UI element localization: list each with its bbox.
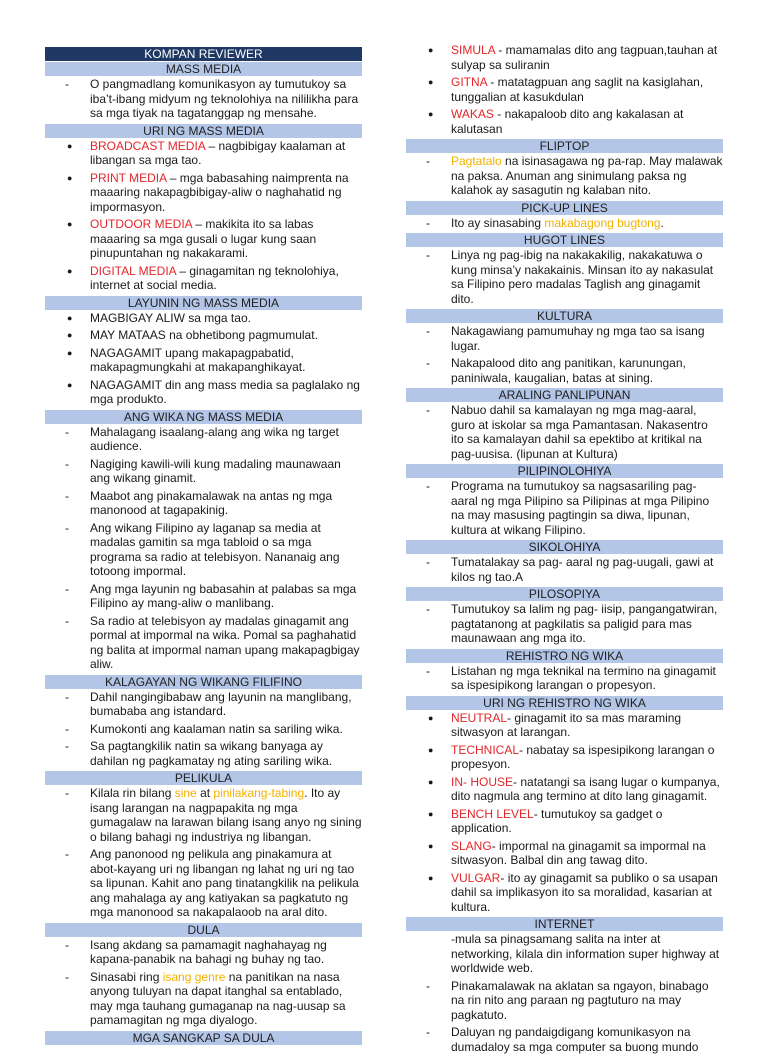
- item-text: Sa pagtangkilik natin sa wikang banyaga ay dahilan ng pagkamatay ng ating sariling wika.: [90, 739, 333, 768]
- bullet-list-layunin-ng-mass-media: [45, 311, 362, 407]
- list-item: [406, 403, 723, 461]
- list-item: [45, 690, 362, 719]
- dash-icon: -: [426, 479, 430, 493]
- item-text: - nabatay sa ispesipikong larangan o propesyon.: [451, 742, 715, 771]
- section-heading-pick-up-lines: PICK-UP LINES: [406, 201, 723, 215]
- dash-icon: -: [65, 739, 69, 753]
- bullet-icon: ●: [67, 330, 73, 340]
- list-item: [406, 555, 723, 584]
- item-text: MAY MATAAS na obhetibong pagmumulat.: [90, 328, 318, 342]
- dash-icon: -: [426, 663, 430, 678]
- dash-list-araling-panlipunan: [406, 403, 723, 461]
- bullet-icon: ●: [67, 219, 73, 229]
- section-heading-pilipinolohiya: PILIPINOLOHIYA: [406, 464, 723, 478]
- list-item: [406, 324, 723, 353]
- bullet-icon: ●: [428, 109, 434, 119]
- list-item: [45, 938, 362, 967]
- item-text: - ito ay ginagamit sa publiko o sa usapan dahil sa implikasyon ito sa moralidad, kasarian at kultura.: [451, 870, 718, 914]
- list-item: [406, 154, 723, 198]
- bullet-icon: ●: [67, 265, 73, 276]
- list-item: [406, 479, 723, 537]
- section-heading-mass-media: MASS MEDIA: [45, 62, 362, 76]
- list-item: [45, 739, 362, 768]
- item-text: na panitikan na nasa anyong tuluyan na dapat itanghal sa entablado, may mga tauhang gumaganap na nag-uusap sa pamamagitan ng mga diyalogo.: [90, 969, 346, 1027]
- section-heading-pilosopiya: PILOSOPIYA: [406, 587, 723, 601]
- term-keyword: GITNA: [451, 75, 488, 89]
- list-item: [45, 722, 362, 737]
- item-text: - mamamalas dito ang tagpuan,tauhan at sulyap sa suliranin: [451, 43, 718, 72]
- dash-icon: -: [426, 978, 430, 993]
- list-item: [45, 582, 362, 611]
- dash-icon: -: [65, 613, 69, 628]
- item-text: – makikita ito sa labas maaaring sa mga gusali o lugar kung saan pinupuntahan ng nakakarami.: [90, 217, 317, 260]
- dash-list-pick-up-lines: [406, 216, 723, 231]
- dash-list-mass-media: [45, 77, 362, 121]
- list-item: [45, 521, 362, 579]
- dash-icon: -: [65, 488, 69, 503]
- item-text: Nabuo dahil sa kamalayan ng mga mag-aaral, guro at iskolar sa mga Pamantasan. Nakasentro ito sa kamalayan dahil sa epektibo at kritikal na pag-uusisa. (lipunan at Kultura): [451, 403, 708, 461]
- section-heading-uri-ng-rehistro-ng-wika: URI NG REHISTRO NG WIKA: [406, 696, 723, 710]
- list-item: [406, 979, 723, 1023]
- dash-icon: -: [65, 937, 69, 952]
- bullet-icon: ●: [428, 45, 434, 55]
- section-heading-ang-wika-ng-mass-media: ANG WIKA NG MASS MEDIA: [45, 410, 362, 424]
- list-item: [406, 1025, 723, 1054]
- list-item: [45, 328, 362, 343]
- list-item: [406, 664, 723, 693]
- item-text: - tumutukoy sa gadget o application.: [451, 806, 663, 835]
- list-item: [406, 602, 723, 646]
- item-text: Programa na tumutukoy sa nagsasariling pag-aaral ng mga Pilipino sa Pilipinas at mga Pilipino na may masusing pagtingin sa diwa, lipunan, kultura at wikang Filipino.: [451, 479, 710, 537]
- item-text: - nakapaloob dito ang kakalasan at kalutasan: [451, 107, 684, 136]
- dash-list-hugot-lines: [406, 248, 723, 306]
- list-item: [406, 107, 723, 136]
- item-text: Nagiging kawili-wili kung madaling maunawaan ang wikang ginamit.: [90, 456, 341, 485]
- term-keyword: BENCH LEVEL: [451, 806, 534, 821]
- item-text: .: [660, 215, 664, 230]
- dash-list-internet: [406, 979, 723, 1055]
- highlight-text: isang genre: [162, 969, 226, 984]
- item-text: Ang panonood ng pelikula ang pinakamura at abot-kayang uri ng libangan ng lahat ng uri ng tao sa lipunan. Kahit ano pang tinatangkilik na pelikula ang mahalaga ay ang katiyakan sa pagkatuto ng mga manonood sa nakapalaoob na aral dito.: [90, 847, 359, 919]
- list-item: [406, 43, 723, 72]
- dash-icon: -: [65, 689, 69, 704]
- dash-icon: -: [65, 520, 69, 535]
- dash-list-kalagayan-ng-wikang-filifino: [45, 690, 362, 769]
- section-heading-araling-panlipunan: ARALING PANLIPUNAN: [406, 388, 723, 402]
- term-keyword: PRINT MEDIA: [90, 170, 167, 185]
- dash-icon: -: [426, 356, 430, 370]
- list-item: [45, 346, 362, 375]
- item-text: Mahalagang isaalang-alang ang wika ng target audience.: [90, 424, 339, 453]
- dash-icon: -: [426, 324, 430, 338]
- item-text: Isang akdang sa pamamagit naghahayag ng kapana-panabik na bahagi ng buhay ng tao.: [90, 937, 327, 966]
- list-item: [45, 311, 362, 326]
- term-keyword: NEUTRAL: [451, 710, 508, 725]
- term-keyword: VULGAR: [451, 870, 501, 885]
- term-keyword: WAKAS: [451, 107, 494, 121]
- item-text: Ang wikang Filipino ay laganap sa media at madalas gamitin sa mga tabloid o sa mga programa sa radio at telebisyon. Nananaig ang totoong impormal.: [90, 520, 340, 578]
- section-heading-dula: DULA: [45, 923, 362, 937]
- list-item: [45, 489, 362, 518]
- section-heading-kalagayan-ng-wikang-filifino: KALAGAYAN NG WIKANG FILIFINO: [45, 675, 362, 689]
- item-text: Ito ay sinasabing: [451, 215, 545, 230]
- item-text: - impormal na ginagamit sa impormal na sitwasyon. Balbal din ang tawag dito.: [451, 838, 706, 867]
- dash-list-pilipinolohiya: [406, 479, 723, 537]
- list-item: [406, 248, 723, 306]
- list-item: [406, 807, 723, 836]
- item-text: Kumokonti ang kaalaman natin sa sariling wika.: [90, 721, 343, 736]
- dash-list-sikolohiya: [406, 555, 723, 584]
- dash-list-dula: [45, 938, 362, 1028]
- term-keyword: SLANG: [451, 838, 492, 853]
- dash-icon: -: [426, 555, 430, 569]
- item-text: – nagbibigay kaalaman at libangan sa mga tao.: [90, 138, 346, 167]
- list-item: [406, 743, 723, 772]
- section-heading-hugot-lines: HUGOT LINES: [406, 233, 723, 247]
- section-heading-fliptop: FLIPTOP: [406, 139, 723, 153]
- section-heading-internet: INTERNET: [406, 917, 723, 931]
- bullet-icon: ●: [67, 172, 73, 183]
- item-text: Maabot ang pinakamalawak na antas ng mga manonood at tagapakinig.: [90, 488, 333, 517]
- list-item: [45, 786, 362, 844]
- dash-list-fliptop: [406, 154, 723, 198]
- list-item: [406, 871, 723, 915]
- list-item: [406, 75, 723, 104]
- item-text: Kilala rin bilang: [90, 786, 175, 800]
- list-item: [45, 614, 362, 672]
- item-text: Nakagawiang pamumuhay ng mga tao sa isang lugar.: [451, 324, 705, 353]
- term-keyword: BROADCAST MEDIA: [90, 138, 206, 153]
- dash-icon: -: [426, 248, 430, 262]
- dash-icon: -: [426, 403, 430, 417]
- section-heading-rehistro-ng-wika: REHISTRO NG WIKA: [406, 649, 723, 663]
- item-text: at: [196, 786, 214, 800]
- dash-icon: -: [65, 581, 69, 596]
- bullet-icon: ●: [428, 808, 434, 819]
- item-text: Sa radio at telebisyon ay madalas ginagamit ang pormal at impormal na wika. Pomal sa paghahatid ng balita at impormal naman upang makapagbigay aliw.: [90, 613, 360, 671]
- list-item: [406, 711, 723, 740]
- dash-list-rehistro-ng-wika: [406, 664, 723, 693]
- item-text: – mga babasahing naimprenta na maaaring nakapagbibigay-aliw o naghahatid ng impormasyon.: [90, 170, 349, 214]
- dash-icon: -: [426, 215, 430, 230]
- list-item: [45, 970, 362, 1028]
- item-text: NAGAGAMIT din ang mass media sa paglalako ng mga produkto.: [90, 377, 360, 406]
- dash-icon: -: [426, 1025, 430, 1039]
- list-item: [45, 217, 362, 261]
- list-item: [45, 457, 362, 486]
- bullet-icon: ●: [67, 140, 73, 151]
- dash-icon: -: [65, 847, 69, 861]
- bullet-list-uri-ng-mass-media: [45, 139, 362, 293]
- item-text: na isinasagawa ng pa-rap. May malawak na paksa. Anuman ang sinimulang paksa ng kalahok ay sasagutin ng kalaban nito.: [451, 154, 723, 197]
- bullet-icon: ●: [428, 744, 434, 755]
- list-item: [45, 264, 362, 293]
- item-text: - ginagamit ito sa mas maraming sitwasyon at larangan.: [451, 710, 682, 739]
- list-item: [406, 839, 723, 868]
- term-keyword: TECHNICAL: [451, 742, 520, 757]
- dash-list-ang-wika-ng-mass-media: [45, 425, 362, 672]
- bullet-icon: ●: [428, 840, 434, 851]
- list-item: [406, 356, 723, 385]
- dash-icon: -: [65, 424, 69, 439]
- right-column: [406, 43, 723, 1057]
- list-item: [45, 378, 362, 407]
- section-heading-layunin-ng-mass-media: LAYUNIN NG MASS MEDIA: [45, 296, 362, 310]
- bullet-icon: ●: [428, 776, 434, 787]
- highlight-text: pinilakang-tabing: [213, 786, 305, 800]
- term-keyword: SIMULA: [451, 43, 496, 57]
- list-item: [406, 775, 723, 804]
- dash-icon: -: [65, 721, 69, 736]
- list-item: [45, 77, 362, 121]
- item-text: Tumatalakay sa pag- aaral ng pag-uugali, gawi at kilos ng tao.A: [451, 555, 714, 584]
- item-text: Dahil nangingibabaw ang layunin na manglibang, bumababa ang istandard.: [90, 689, 352, 718]
- item-text: Sinasabi ring: [90, 969, 163, 984]
- item-text: Daluyan ng pandaigdigang komunikasyon na dumadaloy sa mga computer sa buong mundo: [451, 1025, 699, 1054]
- list-item: [45, 847, 362, 920]
- bullet-list-uri-ng-rehistro-ng-wika: [406, 711, 723, 915]
- bullet-icon: ●: [428, 77, 434, 87]
- left-column: [45, 46, 362, 1046]
- section-heading-kultura: KULTURA: [406, 309, 723, 323]
- bullet-icon: ●: [67, 312, 73, 323]
- list-item: [406, 216, 723, 231]
- highlight-text: Pagtatalo: [451, 154, 502, 168]
- item-text: Tumutukoy sa lalim ng pag- iisip, pangangatwiran, pagtatanong at pagkilatis sa paligid para mas maunawaan ang mga ito.: [451, 602, 718, 645]
- dash-icon: -: [65, 456, 69, 471]
- list-item: [45, 139, 362, 168]
- term-keyword: OUTDOOR MEDIA: [90, 217, 193, 231]
- item-text: - matatagpuan ang saglit na kasiglahan, tunggalian at kasukdulan: [451, 75, 704, 104]
- item-text: Listahan ng mga teknikal na termino na ginagamit sa ispesipikong larangan o propesyon.: [451, 663, 716, 692]
- bullet-icon: ●: [428, 712, 434, 723]
- term-keyword: IN- HOUSE: [451, 774, 514, 789]
- bullet-icon: ●: [67, 379, 73, 390]
- section-heading-mga-sangkap-sa-dula: MGA SANGKAP SA DULA: [45, 1031, 362, 1045]
- item-text: Linya ng pag-ibig na nakakakilig, nakakatuwa o kung minsa’y nakakainis. Minsan ito ay nakasulat sa Filipino pero madalas Taglish ang ginagamit dito.: [451, 248, 714, 306]
- document-title: KOMPAN REVIEWER: [45, 47, 362, 61]
- term-keyword: DIGITAL MEDIA: [90, 263, 177, 278]
- bullet-icon: ●: [428, 872, 434, 883]
- item-text: Nakapalood dito ang panitikan, karunungan, paniniwala, kaugalian, batas at sining.: [451, 356, 686, 385]
- item-text: O pangmadlang komunikasyon ay tumutukoy sa iba’t-ibang midyum ng teknolohiya na nililikha para sa mga tiyak na tagatanggap ng mensahe.: [90, 77, 359, 120]
- bullet-icon: ●: [67, 347, 73, 358]
- dash-list-pelikula: [45, 786, 362, 920]
- bullet-list-section: [406, 43, 723, 136]
- item-text: NAGAGAMIT upang makapagpabatid, makapagmungkahi at makapanghikayat.: [90, 345, 306, 374]
- section-heading-pelikula: PELIKULA: [45, 771, 362, 785]
- dash-list-pilosopiya: [406, 602, 723, 646]
- highlight-text: sine: [174, 786, 197, 800]
- dash-icon: -: [65, 786, 69, 800]
- section-heading-sikolohiya: SIKOLOHIYA: [406, 540, 723, 554]
- item-text: Ang mga layunin ng babasahin at palabas sa mga Filipino ay mang-aliw o manlibang.: [90, 581, 357, 610]
- dash-icon: -: [65, 969, 69, 984]
- dash-icon: -: [426, 602, 430, 616]
- list-item: [45, 171, 362, 215]
- item-text: . Ito ay isang larangan na nagpapakita ng mga gumagalaw na larawan bilang isang anyo ng sining o bilang bahagi ng industriya ng libangan.: [90, 786, 362, 844]
- item-text: MAGBIGAY ALIW sa mga tao.: [90, 310, 251, 325]
- highlight-text: makabagong bugtong: [544, 215, 661, 230]
- dash-icon: -: [426, 154, 430, 168]
- dash-list-kultura: [406, 324, 723, 385]
- dash-icon: -: [65, 77, 69, 91]
- section-intro-internet: -mula sa pinagsamang salita na inter at networking, kilala din information super highway at worldwide web.: [451, 932, 720, 975]
- list-item: [45, 425, 362, 454]
- item-text: Pinakamalawak na aklatan sa ngayon, binabago na rin nito ang paraan ng pagtuturo na may pagkatuto.: [451, 978, 709, 1022]
- item-text: – ginagamitan ng teknolohiya, internet at social media.: [90, 263, 339, 292]
- item-text: - natatangi sa isang lugar o kumpanya, dito nagmula ang termino at dito lang ginagamit.: [451, 774, 720, 803]
- section-heading-uri-ng-mass-media: URI NG MASS MEDIA: [45, 124, 362, 138]
